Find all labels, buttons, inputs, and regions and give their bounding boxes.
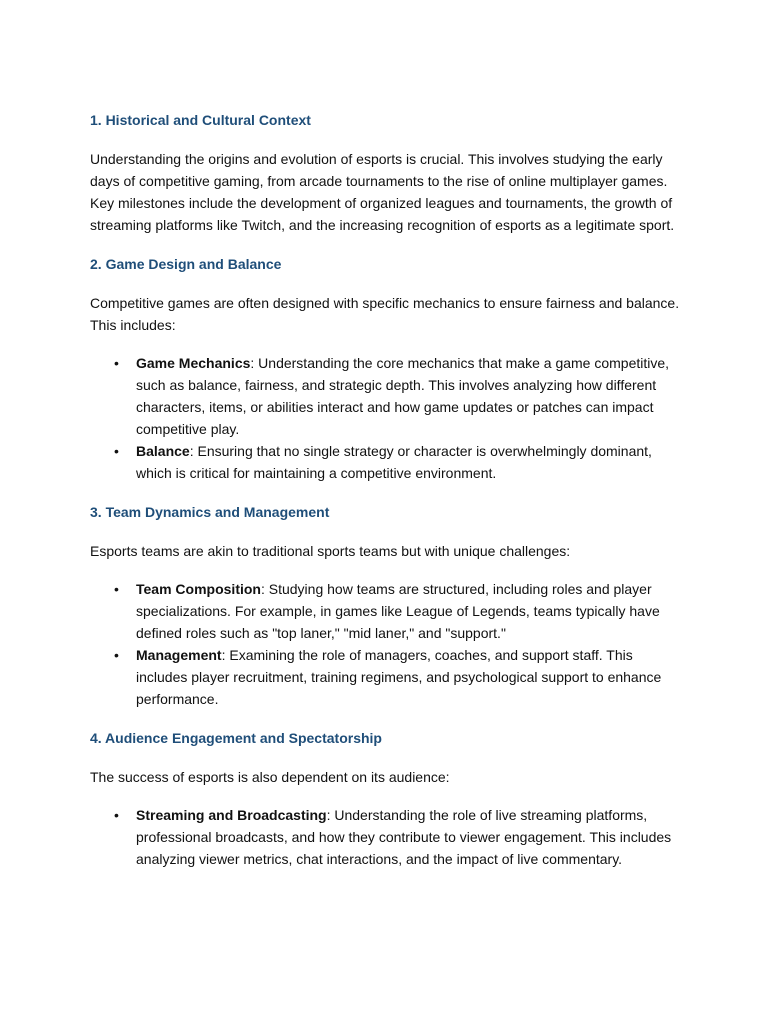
list-item xyxy=(90,578,680,644)
bullet-term: Balance xyxy=(136,443,190,459)
section-historical-context xyxy=(90,108,680,236)
list-item xyxy=(90,440,680,484)
section-heading: 3. Team Dynamics and Management xyxy=(90,504,330,520)
bullet-list xyxy=(90,352,680,484)
bullet-term: Management xyxy=(136,647,222,663)
bullet-icon: • xyxy=(114,647,119,663)
section-audience-engagement xyxy=(90,726,680,870)
bullet-icon: • xyxy=(114,581,119,597)
bullet-text: : Studying how teams are structured, including roles and player specializations. For example, in games like League of Legends, teams typically have defined roles such as "top laner," "mid laner," and "support." xyxy=(136,581,660,641)
bullet-text: : Examining the role of managers, coaches, and support staff. This includes player recruitment, training regimens, and psychological support to enhance performance. xyxy=(136,647,662,707)
bullet-text: : Understanding the role of live streaming platforms, professional broadcasts, and how they contribute to viewer engagement. This includes analyzing viewer metrics, chat interactions, and the impact of live commentary. xyxy=(136,807,672,867)
section-heading: 1. Historical and Cultural Context xyxy=(90,112,311,128)
bullet-icon: • xyxy=(114,355,119,371)
list-item xyxy=(90,352,680,440)
bullet-icon: • xyxy=(114,807,119,823)
bullet-list xyxy=(90,578,680,710)
bullet-term: Game Mechanics xyxy=(136,355,251,371)
bullet-text: : Ensuring that no single strategy or character is overwhelmingly dominant, which is critical for maintaining a competitive environment. xyxy=(136,443,652,481)
bullet-icon: • xyxy=(114,443,119,459)
list-item xyxy=(90,644,680,710)
bullet-term: Streaming and Broadcasting xyxy=(136,807,327,823)
section-team-dynamics xyxy=(90,500,680,710)
section-game-design xyxy=(90,252,680,484)
section-paragraph: The success of esports is also dependent on its audience: xyxy=(90,769,450,785)
section-paragraph: Esports teams are akin to traditional sports teams but with unique challenges: xyxy=(90,543,571,559)
section-heading: 4. Audience Engagement and Spectatorship xyxy=(90,730,382,746)
section-heading: 2. Game Design and Balance xyxy=(90,256,282,272)
section-paragraph: Understanding the origins and evolution of esports is crucial. This involves studying the early days of competitive gaming, from arcade tournaments to the rise of online multiplayer games. Key milestones include the development of organized leagues and tournaments, the growth of streaming platforms like Twitch, and the increasing recognition of esports as a legitimate sport. xyxy=(90,151,675,233)
section-paragraph: Competitive games are often designed with specific mechanics to ensure fairness and balance. This includes: xyxy=(90,295,680,333)
bullet-text: : Understanding the core mechanics that make a game competitive, such as balance, fairness, and strategic depth. This involves analyzing how different characters, items, or abilities interact and how game updates or patches can impact competitive play. xyxy=(136,355,670,437)
bullet-term: Team Composition xyxy=(136,581,261,597)
list-item xyxy=(90,804,680,870)
bullet-list xyxy=(90,804,680,870)
